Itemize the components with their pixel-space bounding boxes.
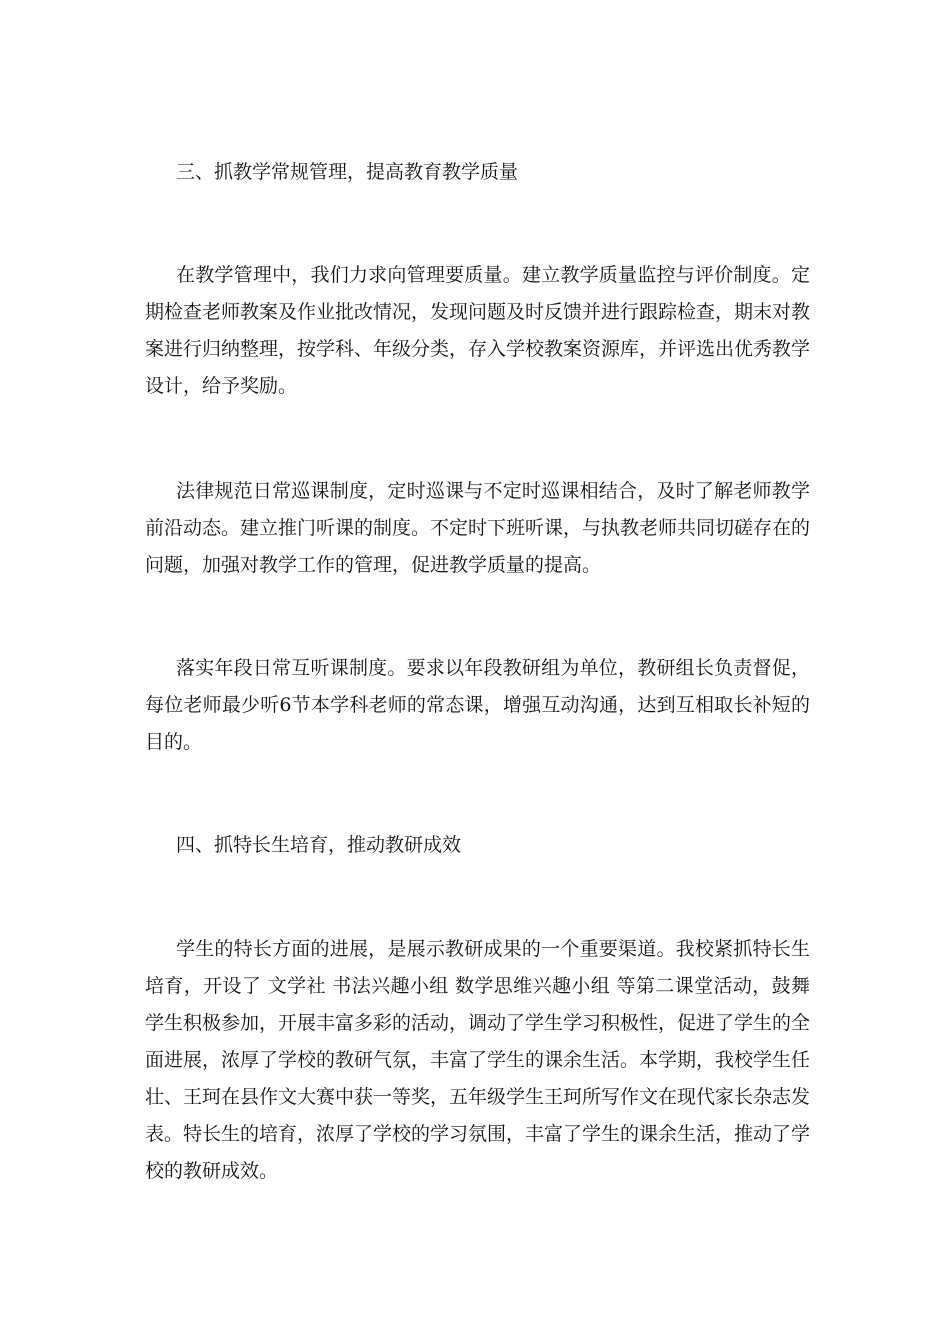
section-three-paragraph-3: 落实年段日常互听课制度。要求以年段教研组为单位，教研组长负责督促，每位老师最少听6节本学科老师的常态课，增强互动沟通，达到互相取长补短的目的。 xyxy=(145,657,810,753)
section-four-heading: 四、抓特长生培育，推动教研成效 xyxy=(176,834,462,856)
section-three-paragraph-2: 法律规范日常巡课制度，定时巡课与不定时巡课相结合，及时了解老师教学前沿动态。建立推门听课的制度。不定时下班听课，与执教老师共同切磋存在的问题，加强对教学工作的管理，促进教学质量的提高。 xyxy=(145,480,811,576)
section-four-paragraph-1: 学生的特长方面的进展，是展示教研成果的一个重要渠道。我校紧抓特长生培育，开设了 文学社 书法兴趣小组 数学思维兴趣小组 等第二课堂活动，鼓舞学生积极参加，开展丰富多彩的活动，调动了学生学习积极性，促进了学生的全面进展，浓厚了学校的教研气氛，丰富了学生的课余生活。本学期，我校学生任壮、王珂在县作文大赛中获一等奖，五年级学生王珂所写作文在现代家长杂志发表。特长生的培育，浓厚了学校的学习氛围，丰富了学生的课余生活，推动了学校的教研成效。 xyxy=(145,938,811,1182)
section-three-paragraph-1: 在教学管理中，我们力求向管理要质量。建立教学质量监控与评价制度。定期检查老师教案及作业批改情况，发现问题及时反馈并进行跟踪检查，期末对教案进行归纳整理，按学科、年级分类，存入学校教案资源库，并评选出优秀教学设计，给予奖励。 xyxy=(145,264,811,397)
section-three-heading: 三、抓教学常规管理，提高教育教学质量 xyxy=(176,161,519,183)
